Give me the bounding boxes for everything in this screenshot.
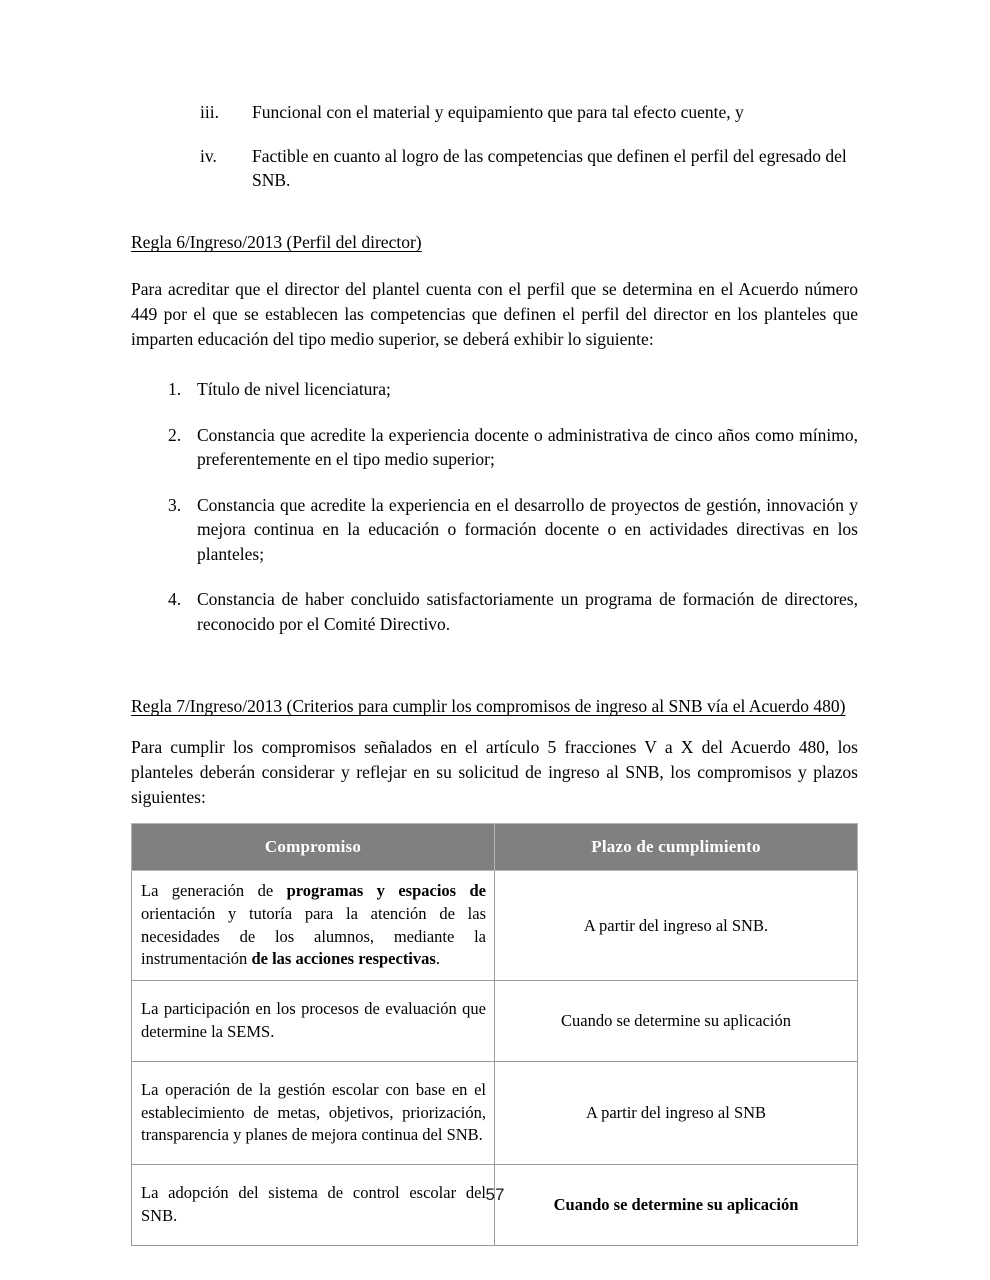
plain-text: La participación en los procesos de evaluación que determine la SEMS. <box>141 999 486 1041</box>
rule6-heading: Regla 6/Ingreso/2013 (Perfil del director) <box>131 232 422 253</box>
list-marker: 1. <box>168 379 182 400</box>
compromisos-table <box>131 823 858 1245</box>
list-item-text: Constancia que acredite la experiencia en el desarrollo de proyectos de gestión, innovación y mejora continua en la educación o formación docente o en actividades directivas en los planteles; <box>197 494 858 564</box>
plain-text: La operación de la gestión escolar con base en el establecimiento de metas, objetivos, priorización, transparencia y planes de mejora continua del SNB. <box>141 1079 486 1145</box>
cell-compromiso <box>132 871 495 980</box>
plain-text: . <box>435 949 440 969</box>
column-header-plazo: Plazo de cumplimiento <box>495 824 858 871</box>
list-item-text: Constancia que acredite la experiencia docente o administrativa de cinco años como mínimo, preferentemente en el tipo medio superior; <box>197 424 858 470</box>
cell-plazo: Cuando se determine su aplicación <box>495 980 858 1061</box>
page-content <box>131 100 858 1246</box>
list-item-text: Título de nivel licenciatura; <box>197 379 391 400</box>
list-item <box>131 144 858 192</box>
page-number: 57 <box>485 1185 505 1204</box>
rule6-paragraph: Para acreditar que el director del plantel cuenta con el perfil que se determina en el Acuerdo número 449 por el que se establecen las competencias que definen el perfil del director en los planteles que imparten educación del tipo medio superior, se deberá exhibir lo siguiente: <box>131 278 858 349</box>
list-item <box>131 377 858 402</box>
emphasis-text: programas y espacios de <box>286 881 486 901</box>
column-header-compromiso: Compromiso <box>132 824 495 871</box>
roman-numeral-list <box>131 100 858 192</box>
list-item-text: Constancia de haber concluido satisfactoriamente un programa de formación de directores, reconocido por el Comité Directivo. <box>197 589 858 634</box>
list-marker: iv. <box>200 146 217 167</box>
list-item <box>131 493 858 567</box>
plain-text: La adopción del sistema de control escolar del SNB. <box>141 1183 486 1225</box>
table-row <box>132 871 858 980</box>
cell-plazo: A partir del ingreso al SNB <box>495 1061 858 1164</box>
list-marker: 3. <box>168 494 182 515</box>
rule6-requirements-list <box>131 377 858 636</box>
list-item <box>131 587 858 636</box>
list-item-text: Factible en cuanto al logro de las competencias que definen el perfil del egresado del SNB. <box>252 146 847 191</box>
cell-compromiso <box>132 1061 495 1164</box>
list-marker: iii. <box>200 102 219 122</box>
cell-compromiso <box>132 980 495 1061</box>
cell-plazo: A partir del ingreso al SNB. <box>495 871 858 980</box>
list-item-text: Funcional con el material y equipamiento que para tal efecto cuente, y <box>252 102 744 122</box>
list-item <box>131 423 858 472</box>
table-header-row <box>132 824 858 871</box>
table-header <box>132 824 858 871</box>
rule7-paragraph: Para cumplir los compromisos señalados en el artículo 5 fracciones V a X del Acuerdo 480, los planteles deberán considerar y reflejar en su solicitud de ingreso al SNB, los compromisos y plazos siguientes: <box>131 736 858 807</box>
plain-text: orientación y tutoría para la atención de las necesidades de los alumnos, mediante la instrumentación <box>141 904 486 969</box>
cell-plazo: Cuando se determine su aplicación <box>495 1164 858 1245</box>
list-marker: 2. <box>168 424 182 445</box>
list-item <box>131 100 858 124</box>
emphasis-text: de las acciones respectivas <box>251 949 436 969</box>
list-marker: 4. <box>168 589 182 610</box>
plain-text: La generación de <box>141 881 287 901</box>
table-row <box>132 980 858 1061</box>
rule7-heading: Regla 7/Ingreso/2013 (Criterios para cumplir los compromisos de ingreso al SNB vía el Acuerdo 480) <box>131 696 846 717</box>
table-row <box>132 1061 858 1164</box>
